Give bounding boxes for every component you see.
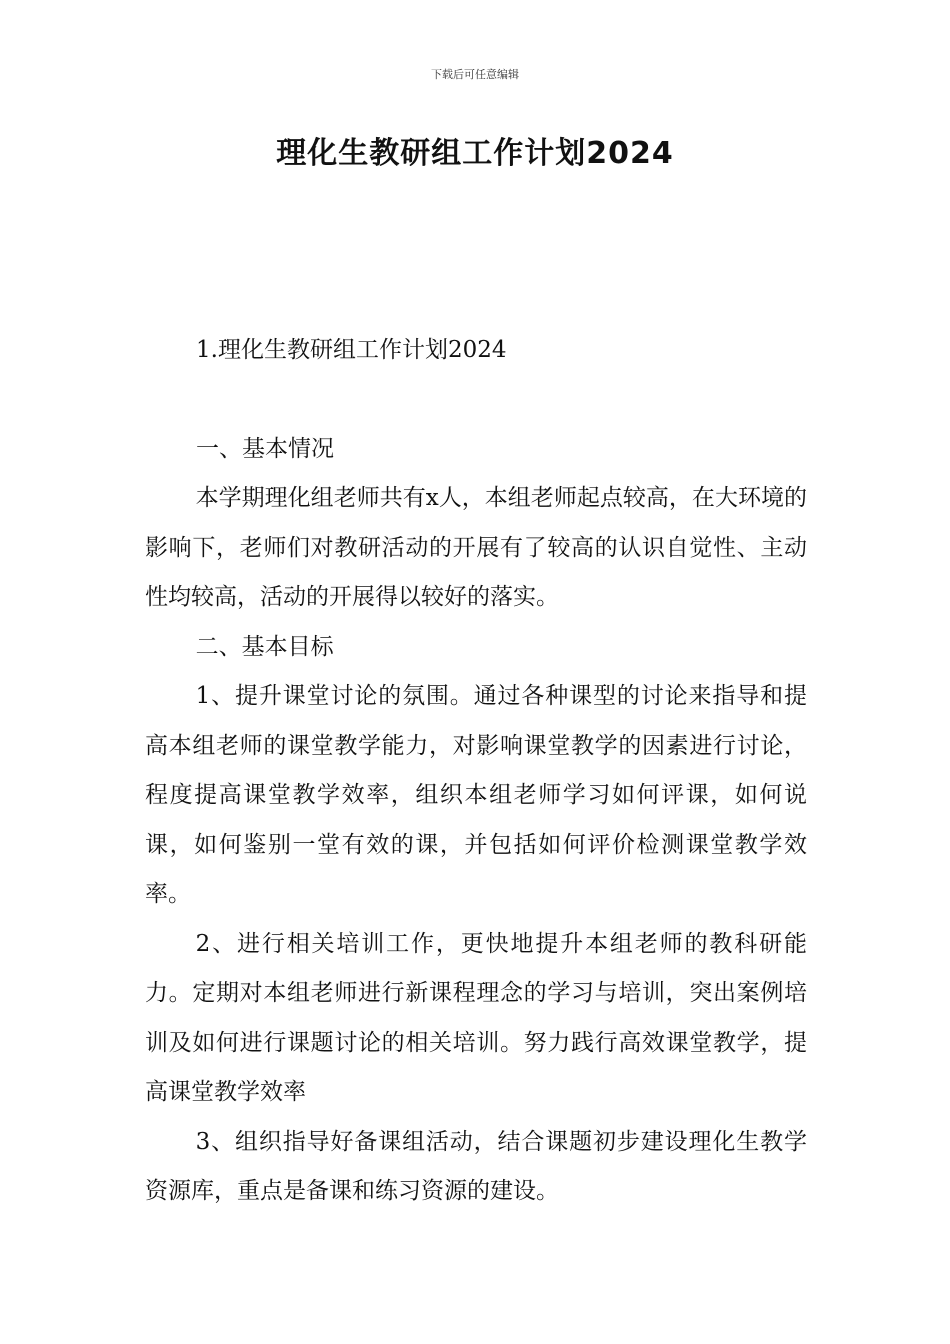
heading-basic-goals: 二、基本目标 (195, 633, 334, 660)
header-note: 下载后可任意编辑 (431, 68, 519, 81)
heading-basic-situation: 一、基本情况 (196, 436, 334, 462)
paragraph-goal-1: 1、提升课堂讨论的氛围。通过各种课型的讨论来指导和提高本组老师的课堂教学能力，对影响课堂教学的因素进行讨论，程度提高课堂教学效率，组织本组老师学习如何评课，如何说课，如何鉴别一堂有效的课，并包括如何评价检测课堂教学效率。 (145, 683, 807, 907)
paragraph-basic-situation: 本学期理化组老师共有x人，本组老师起点较高，在大环境的影响下，老师们对教研活动的开展有了较高的认识自觉性、主动性均较高，活动的开展得以较好的落实。 (145, 485, 807, 610)
document-subtitle: 1.理化生教研组工作计划2024 (196, 337, 507, 363)
paragraph-goal-2: 2、进行相关培训工作，更快地提升本组老师的教科研能力。定期对本组老师进行新课程理念的学习与培训，突出案例培训及如何进行课题讨论的相关培训。努力践行高效课堂教学，提高课堂教学效率 (145, 930, 807, 1105)
paragraph-goal-3: 3、组织指导好备课组活动，结合课题初步建设理化生教学资源库，重点是备课和练习资源的建设。 (145, 1128, 807, 1204)
body-text-block (145, 474, 807, 1217)
document-title: 理化生教研组工作计划2024 (276, 136, 674, 171)
